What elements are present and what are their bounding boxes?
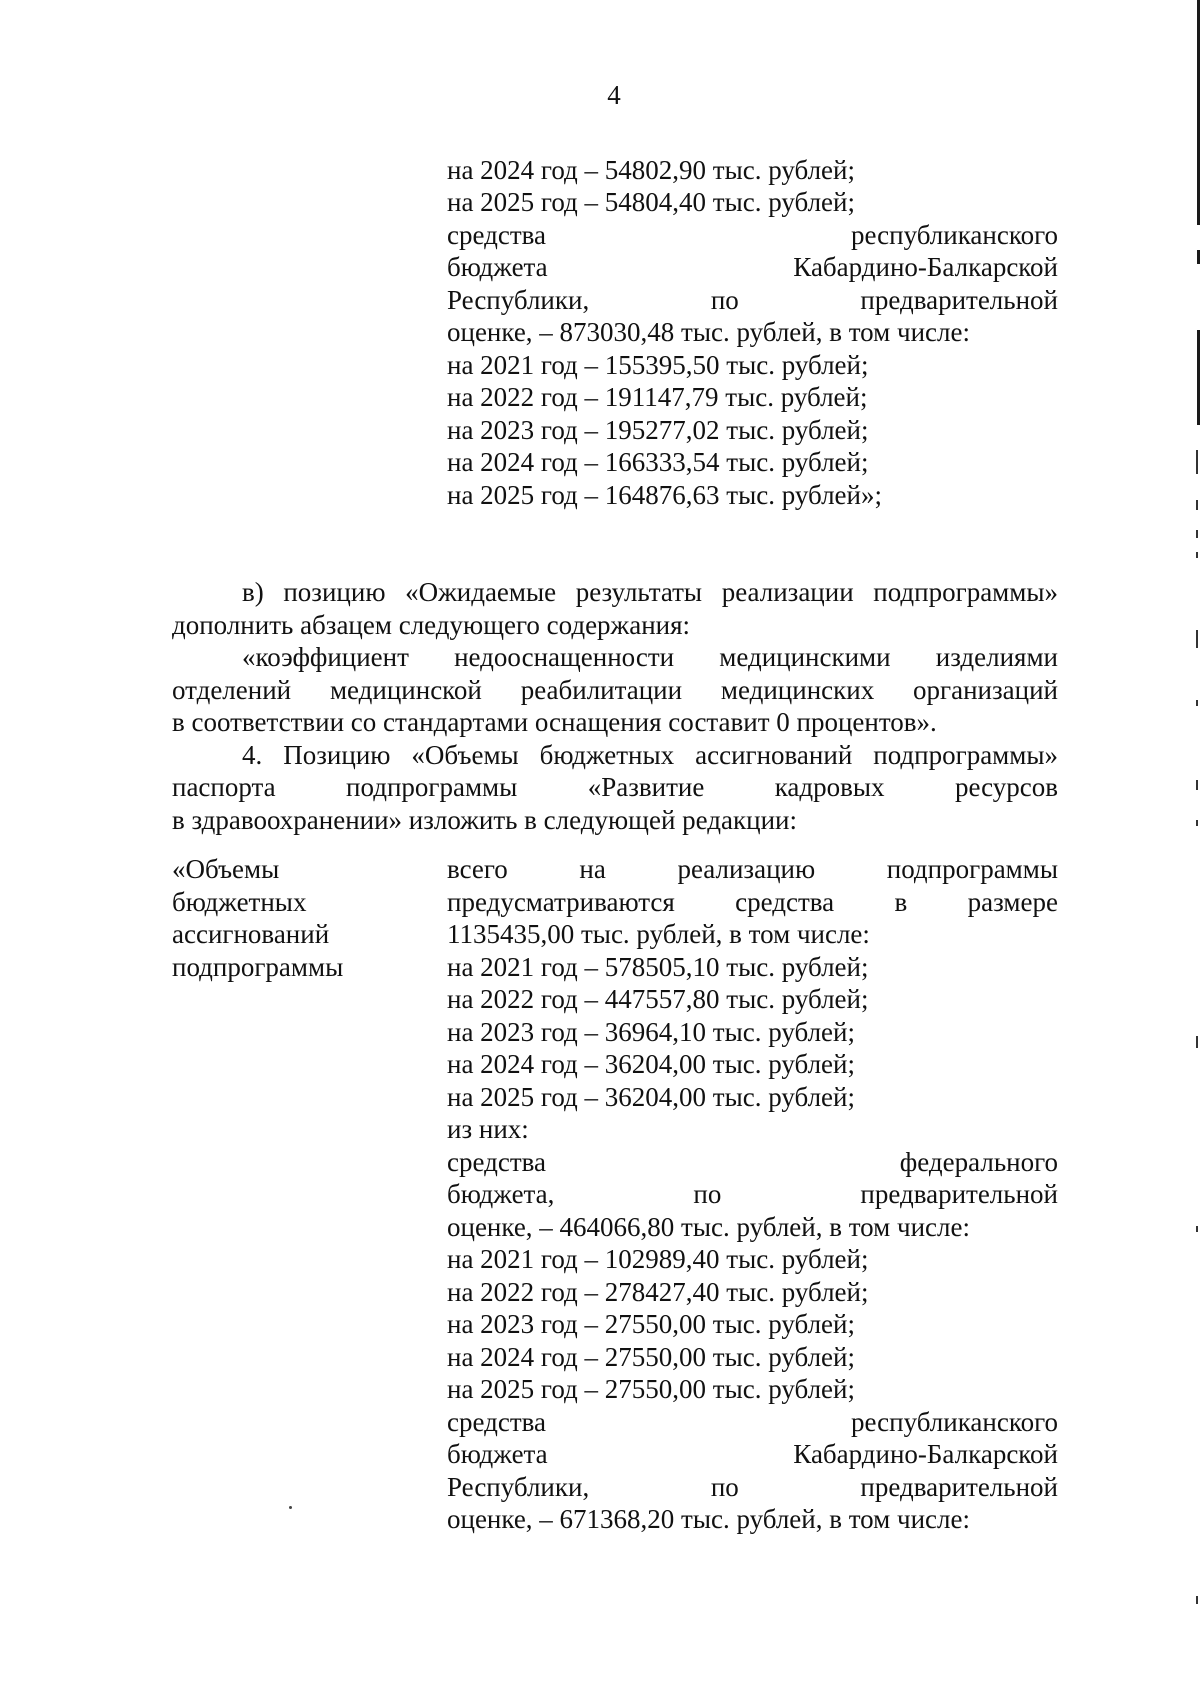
text-line: на 2022 год – 278427,40 тыс. рублей; [447, 1277, 869, 1307]
text-line: бюджетных [172, 887, 307, 917]
scan-speck [289, 1506, 292, 1509]
text-line: средства республиканского [447, 1407, 1058, 1437]
scan-edge-mark [1196, 500, 1198, 510]
scan-edge-mark [1196, 1596, 1198, 1604]
text-line: на 2023 год – 27550,00 тыс. рублей; [447, 1309, 855, 1339]
text-line: подпрограммы [172, 952, 344, 982]
text-line: на 2021 год – 155395,50 тыс. рублей; [447, 350, 869, 380]
text-line: паспорта подпрограммы «Развитие кадровых ресурсов [172, 772, 1058, 802]
text-line: средства республиканского [447, 220, 1058, 250]
text-line: на 2025 год – 36204,00 тыс. рублей; [447, 1082, 855, 1112]
text-line: бюджета, по предварительной [447, 1179, 1058, 1209]
text-line: дополнить абзацем следующего содержания: [172, 610, 691, 640]
text-line: в) позицию «Ожидаемые результаты реализации подпрограммы» [242, 577, 1058, 607]
text-line: бюджета Кабардино-Балкарской [447, 252, 1058, 282]
text-line: на 2023 год – 195277,02 тыс. рублей; [447, 415, 869, 445]
text-line: из них: [447, 1114, 529, 1144]
scan-edge-mark [1196, 552, 1198, 558]
text-line: на 2024 год – 27550,00 тыс. рублей; [447, 1342, 855, 1372]
text-line: «коэффициент недооснащенности медицинскими изделиями [242, 642, 1058, 672]
text-line: отделений медицинской реабилитации медицинских организаций [172, 675, 1058, 705]
page-number: 4 [607, 80, 621, 110]
text-line: на 2025 год – 27550,00 тыс. рублей; [447, 1374, 855, 1404]
text-line: оценке, – 873030,48 тыс. рублей, в том числе: [447, 317, 970, 347]
text-line: 4. Позицию «Объемы бюджетных ассигнований подпрограммы» [242, 740, 1058, 770]
text-line: Республики, по предварительной [447, 1472, 1058, 1502]
scan-edge-mark [1196, 630, 1198, 648]
text-line: на 2025 год – 54804,40 тыс. рублей; [447, 187, 855, 217]
text-line: на 2021 год – 578505,10 тыс. рублей; [447, 952, 869, 982]
text-line: оценке, – 464066,80 тыс. рублей, в том числе: [447, 1212, 970, 1242]
text-line: на 2024 год – 36204,00 тыс. рублей; [447, 1049, 855, 1079]
scan-edge-mark [1196, 780, 1198, 790]
text-line: на 2022 год – 447557,80 тыс. рублей; [447, 984, 869, 1014]
text-line: в здравоохранении» изложить в следующей редакции: [172, 805, 797, 835]
text-line: в соответствии со стандартами оснащения составит 0 процентов». [172, 707, 937, 737]
text-line: Республики, по предварительной [447, 285, 1058, 315]
scan-edge-mark [1196, 530, 1198, 538]
scan-edge-mark [1196, 1226, 1198, 1232]
text-line: ассигнований [172, 919, 330, 949]
text-line: средства федерального [447, 1147, 1058, 1177]
text-line: бюджета Кабардино-Балкарской [447, 1439, 1058, 1469]
scan-edge-mark [1196, 820, 1198, 826]
scan-edge-mark [1196, 700, 1198, 706]
text-line: всего на реализацию подпрограммы [447, 854, 1058, 884]
text-line: оценке, – 671368,20 тыс. рублей, в том числе: [447, 1504, 970, 1534]
text-line: на 2024 год – 54802,90 тыс. рублей; [447, 155, 855, 185]
text-line: 1135435,00 тыс. рублей, в том числе: [447, 919, 870, 949]
text-line: на 2025 год – 164876,63 тыс. рублей»; [447, 480, 882, 510]
scan-edge-mark [1196, 1036, 1198, 1048]
text-line: на 2024 год – 166333,54 тыс. рублей; [447, 447, 869, 477]
text-line: предусматриваются средства в размере [447, 887, 1058, 917]
scan-edge-mark [1196, 450, 1198, 474]
text-line: на 2021 год – 102989,40 тыс. рублей; [447, 1244, 869, 1274]
text-line: «Объемы [172, 854, 280, 884]
text-line: на 2022 год – 191147,79 тыс. рублей; [447, 382, 868, 412]
text-line: на 2023 год – 36964,10 тыс. рублей; [447, 1017, 855, 1047]
